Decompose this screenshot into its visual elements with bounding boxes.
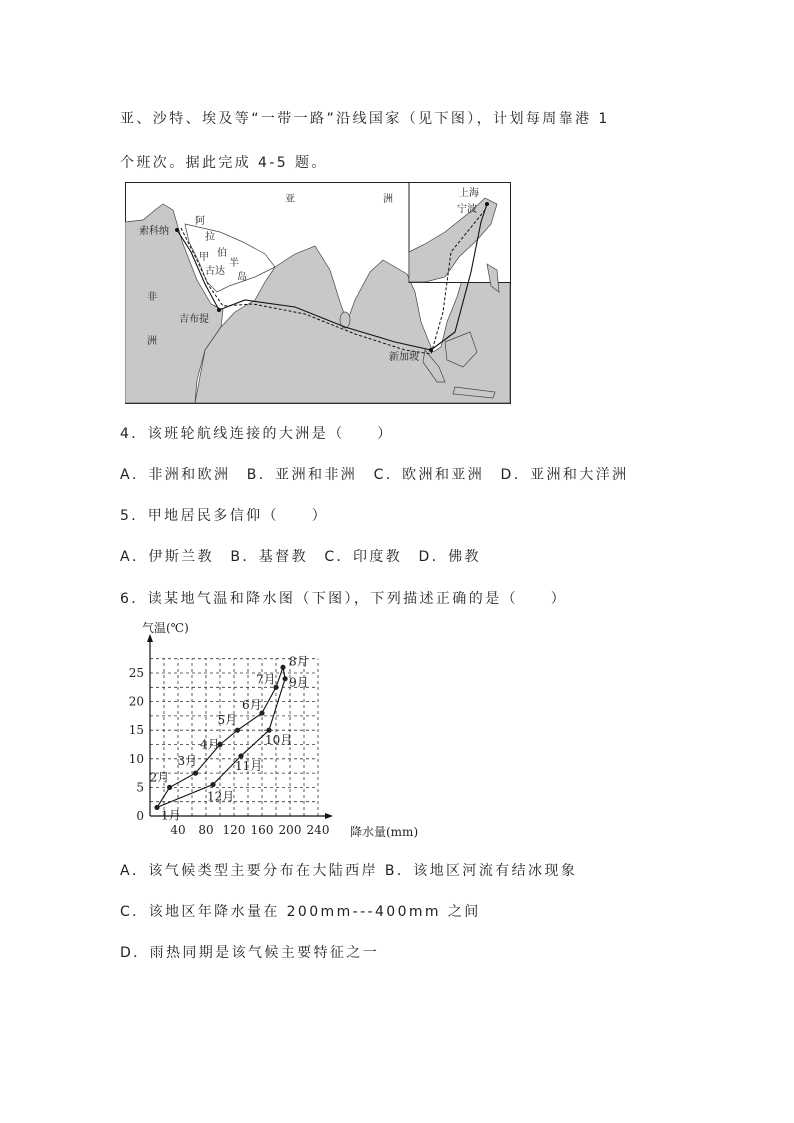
port-singapore-dot: [429, 348, 433, 352]
label-arab-3: 伯: [217, 248, 227, 259]
y-tick-label: 10: [128, 751, 144, 766]
point-label: 7月: [256, 672, 276, 687]
data-point: [154, 805, 159, 810]
x-tick-label: 40: [170, 823, 186, 837]
q6-option-a-b: A．该气候类型主要分布在大陆西岸 B．该地区河流有结冰现象: [120, 863, 578, 879]
label-africa-1: 非: [147, 292, 157, 303]
chart-ticks: [129, 666, 330, 837]
point-label: 3月: [177, 754, 198, 769]
y-tick-label: 20: [128, 694, 144, 709]
q4-stem: 4．该班轮航线连接的大洲是（ ）: [120, 426, 394, 442]
label-qusaiqu: 古达: [205, 266, 225, 277]
x-tick-label: 240: [306, 823, 330, 837]
q6-option-d: D．雨热同期是该气候主要特征之一: [120, 945, 380, 961]
chart-ylabel: 气温(℃): [142, 621, 189, 635]
point-label: 12月: [207, 789, 235, 804]
y-tick-label: 5: [136, 780, 144, 795]
q6-option-c: C．该地区年降水量在 200mm---400mm 之间: [120, 904, 481, 920]
y-axis-arrow: [147, 634, 153, 642]
label-arab-5: 岛: [237, 272, 247, 283]
port-shanghai-dot: [485, 202, 489, 206]
climate-chart: [118, 616, 418, 848]
label-africa-2: 洲: [147, 336, 157, 347]
q4-options: A．非洲和欧洲 B．亚洲和非洲 C．欧洲和亚洲 D．亚洲和大洋洲: [120, 467, 629, 483]
label-asia-2: 洲: [383, 194, 393, 205]
intro-line-2: 个班次。据此完成 4-5 题。: [120, 155, 328, 171]
data-point: [238, 753, 243, 758]
data-point: [283, 676, 288, 681]
data-point: [193, 771, 198, 776]
label-djibouti: 吉布提: [179, 314, 209, 325]
label-arab-2: 拉: [205, 232, 215, 243]
point-label: 6月: [242, 698, 262, 713]
label-arab-1: 阿: [195, 216, 205, 227]
data-point: [280, 665, 285, 670]
point-label: 2月: [149, 770, 170, 785]
q6-stem: 6．读某地气温和降水图（下图），下列描述正确的是（ ）: [120, 591, 568, 607]
port-djibouti-dot: [217, 308, 221, 312]
point-label: 4月: [200, 737, 220, 752]
q5-options: A．伊斯兰教 B．基督教 C．印度教 D．佛教: [120, 549, 481, 565]
point-label: 11月: [235, 758, 263, 773]
y-tick-label: 15: [128, 723, 144, 738]
port-sokhna-dot: [175, 228, 179, 232]
q5-stem: 5．甲地居民多信仰（ ）: [120, 508, 329, 524]
label-asia-1: 亚: [285, 194, 295, 205]
label-arab-4: 半: [229, 258, 239, 269]
x-axis-arrow: [325, 813, 333, 819]
intro-line-1: 亚、沙特、埃及等“一带一路”沿线国家（见下图），计划每周靠港 1: [120, 111, 610, 127]
point-label: 1月: [161, 808, 181, 823]
data-point: [210, 782, 215, 787]
data-point: [235, 728, 240, 733]
y-tick-label: 25: [128, 666, 144, 680]
label-sokhna: 索科纳: [139, 226, 169, 237]
point-label: 10月: [265, 733, 293, 748]
chart-points: [150, 654, 309, 822]
label-shanghai: 上海: [459, 188, 479, 199]
x-tick-label: 160: [250, 823, 274, 837]
label-jia: 甲: [199, 252, 209, 263]
x-tick-label: 200: [278, 823, 302, 837]
label-ningbo: 宁波: [457, 204, 477, 215]
chart-xlabel: 降水量(mm): [350, 825, 418, 839]
shipping-route-map: [125, 182, 511, 404]
label-singapore: 新加坡: [389, 352, 419, 363]
y-tick-label: 0: [136, 809, 144, 823]
point-label: 5月: [217, 713, 238, 728]
point-label: 8月: [289, 654, 309, 669]
x-tick-label: 80: [198, 823, 214, 837]
point-label: 9月: [289, 675, 309, 690]
data-point: [167, 785, 172, 790]
data-point: [266, 728, 271, 733]
x-tick-label: 120: [222, 823, 246, 837]
